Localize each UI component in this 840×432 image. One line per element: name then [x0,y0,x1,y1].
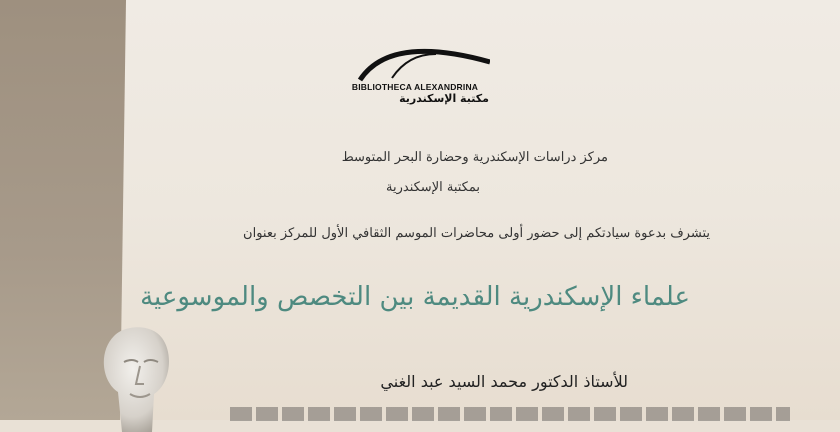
marble-bust-image [88,322,184,432]
library-logo-mark-icon [350,40,490,82]
lecturer-name: للأستاذ الدكتور محمد السيد عبد الغني [380,372,628,391]
logo-english-name: BIBLIOTHECA ALEXANDRINA [351,82,479,92]
invitation-text: يتشرف بدعوة سيادتكم إلى حضور أولى محاضرات الموسم الثقافي الأول للمركز بعنوان [243,226,710,241]
logo-arabic-name: مكتبة الإسكندرية [399,92,489,105]
library-line: بمكتبة الإسكندرية [386,180,480,195]
center-name: مركز دراسات الإسكندرية وحضارة البحر المتوسط [341,150,608,165]
lecture-title: علماء الإسكندرية القديمة بين التخصص والموسوعية [140,282,690,312]
cropped-text-line [230,407,790,427]
library-logo [340,40,500,106]
